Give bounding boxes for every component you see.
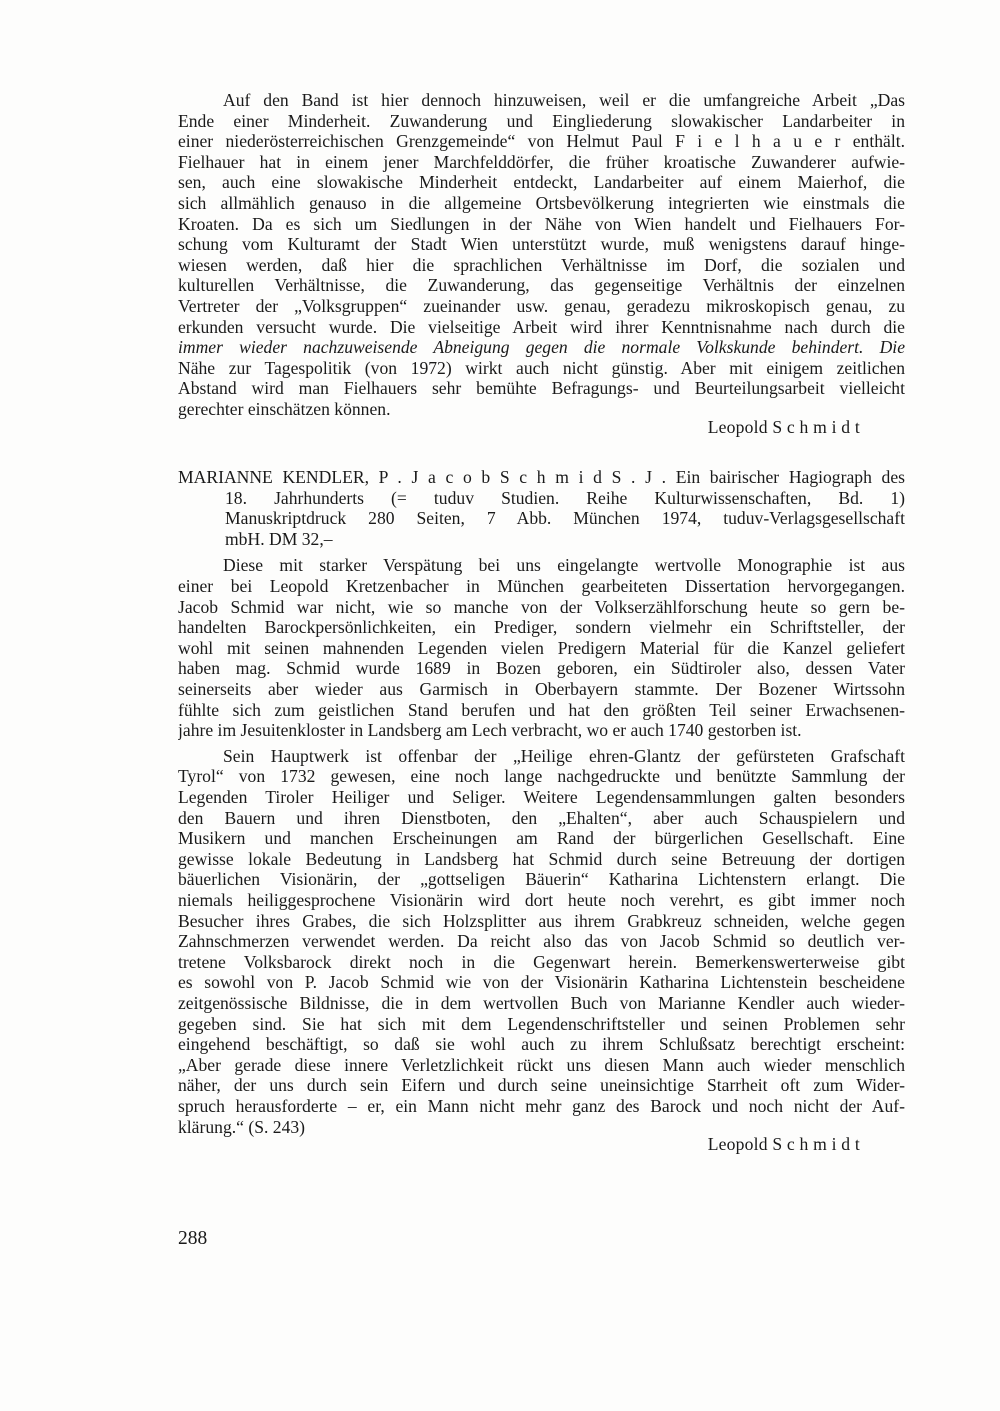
review-fielhauer-end [178,90,905,437]
text-line: es sowohl von P. Jacob Schmid wie von der Visionärin Katharina Lichtenstein bescheidene [178,972,905,993]
text-line: 18. Jahrhunderts (= tuduv Studien. Reihe Kulturwissenschaften, Bd. 1) [225,487,905,508]
text-line: klärung.“ (S. 243) [178,1116,306,1137]
paragraph [178,746,905,1137]
text-line: Ende einer Minderheit. Zuwanderung und Eingliederung slowakischer Landarbeiter in [178,110,905,131]
text-line: näher, der uns durch sein Eifern und durch seine uneinsichtige Starrheit oft zum Wider- [178,1075,905,1096]
text-line: gewisse lokale Bedeutung in Landsberg hat Schmid durch seine Betreuung der dortigen [178,848,905,869]
text-line: Besucher ihres Grabes, die sich Holzsplitter aus ihrem Grabkreuz schneiden, welche gegen [178,910,905,931]
text-line: wohl mit seinen mahnenden Legenden vielen Predigern Material für die Kanzel geliefert [178,637,905,658]
text-line: eingehend beschäftigt, so daß sie wohl auch zu ihrem Schlußsatz berechtigt erscheint: [178,1034,905,1055]
text-line: jahre im Jesuitenkloster in Landsberg am Lech verbracht, wo er auch 1740 gestorben ist. [178,720,802,741]
text-line: Vertreter der „Volksgruppen“ zueinander usw. genau, geradezu mikroskopisch genau, zu [178,295,905,316]
text-line: kulturellen Verhältnisse, die Zuwanderung, das gegenseitige Verhältnis der einzelnen [178,275,905,296]
text-line: den Bauern und ihren Dienstboten, den „Ehalten“, aber auch Schauspielern und [178,807,905,828]
text-line: Zahnschmerzen verwendet werden. Da reicht also das von Jacob Schmid so deutlich ver- [178,931,905,952]
text-line: mbH. DM 32,– [225,528,333,549]
text-line: tretene Volksbarock direkt noch in die Gegenwart herein. Bemerkenswerterweise gibt [178,951,905,972]
text-line: Diese mit starker Verspätung bei uns eingelangte wertvolle Monographie ist aus [223,555,905,576]
text-line: Musikern und manchen Erscheinungen am Rand der bürgerlichen Gesellschaft. Eine [178,828,905,849]
text-line: Abstand wird man Fielhauers sehr bemühte Befragungs- und Beurteilungsarbeit vielleicht [178,378,905,399]
text-line: sich allmählich genauso in die allgemeine Ortsbevölkerung integrierten wie einstmals die [178,192,905,213]
text-line: erkunden versucht wurde. Die vielseitige Arbeit wird ihrer Kenntnisnahme nach durch die [178,316,905,337]
text-line: zeitgenössische Bildnisse, die in dem wertvollen Buch von Marianne Kendler auch wieder- [178,992,905,1013]
signature: Leopold S c h m i d t [707,416,860,437]
text-line: Jacob Schmid war nicht, wie so manche von der Volkserzählforschung heute so gern be- [178,596,905,617]
review-body [178,555,905,1137]
review-kendler [178,467,905,1155]
text-line: gegeben sind. Sie hat sich mit dem Legendenschriftsteller und seinen Problemen sehr [178,1013,905,1034]
text-line: Sein Hauptwerk ist offenbar der „Heilige ehren-Glantz der gefürsteten Grafschaft [223,745,905,766]
text-line: seinerseits aber wieder aus Garmisch in Oberbayern stammte. Der Bozener Wirtssohn [178,679,905,700]
text-line: Nähe zur Tagespolitik (von 1972) wirkt auch nicht günstig. Aber mit einigem zeitlichen [178,357,905,378]
paragraph [178,90,905,420]
text-line: handelten Barockpersönlichkeiten, ein Prediger, sondern vielmehr ein Schriftsteller, der [178,617,905,638]
text-line: Auf den Band ist hier dennoch hinzuweisen, weil er die umfangreiche Arbeit „Das [223,90,905,110]
text-line: Manuskriptdruck 280 Seiten, 7 Abb. München 1974, tuduv-Verlagsgesellschaft [225,508,905,529]
text-line: Legenden Tiroler Heiliger und Seliger. Weitere Legendensammlungen galten besonders [178,787,905,807]
text-line: einer bei Leopold Kretzenbacher in München gearbeiteten Dissertation hervorgegangen. [178,576,905,597]
text-line: einer niederösterreichischen Grenzgemeinde“ von Helmut Paul F i e l h a u e r enthält. [178,131,905,152]
text-block [178,90,905,1155]
text-line: immer wieder nachzuweisende Abneigung gegen die normale Volkskunde behindert. Die [178,337,905,358]
page-number: 288 [178,1228,208,1249]
text-line: Fielhauer hat in einem jener Marchfelddörfer, die früher kroatische Zuwanderer aufwie- [178,151,905,172]
text-line: Kroaten. Da es sich um Siedlungen in der Nähe von Wien handelt und Fielhauers For- [178,213,905,234]
text-line: „Aber gerade diese innere Verletzlichkeit rückt uns diesen Mann auch wieder menschlich [178,1054,905,1075]
review-heading [178,467,905,549]
text-line: spruch herausforderte – er, ein Mann nicht mehr ganz des Barock und noch nicht der Auf- [178,1095,905,1116]
text-line: fühlte sich zum geistlichen Stand berufen und hat den größten Teil seiner Erwachsenen- [178,699,905,720]
text-line: wiesen werden, daß hier die sprachlichen Verhältnisse im Dorf, die sozialen und [178,254,905,275]
text-line: bäuerlichen Visionärin, der „gottseligen Bäuerin“ Katharina Lichtenstern erlangt. Die [178,869,905,890]
text-line: schung vom Kulturamt der Stadt Wien unterstützt wurde, muß wenigstens darauf hinge- [178,234,905,255]
text-line: gerechter einschätzen können. [178,398,391,419]
text-line: niemals heiliggesprochene Visionärin wird dort heute noch verehrt, es gibt immer noch [178,889,905,910]
text-line: Tyrol“ von 1732 gewesen, eine noch lange nachgedruckte und benützte Sammlung der [178,766,905,787]
text-line: MARIANNE KENDLER, P . J a c o b S c h m i d S . J . Ein bairischer Hagiograph des [178,467,905,488]
paragraph [178,555,905,740]
signature: Leopold S c h m i d t [707,1134,860,1155]
text-line: sen, auch eine slowakische Minderheit entdeckt, Landarbeiter auf einem Maierhof, die [178,172,905,193]
text-line: haben mag. Schmid wurde 1689 in Bozen geboren, ein Südtiroler also, dessen Vater [178,658,905,679]
review-body [178,90,905,420]
